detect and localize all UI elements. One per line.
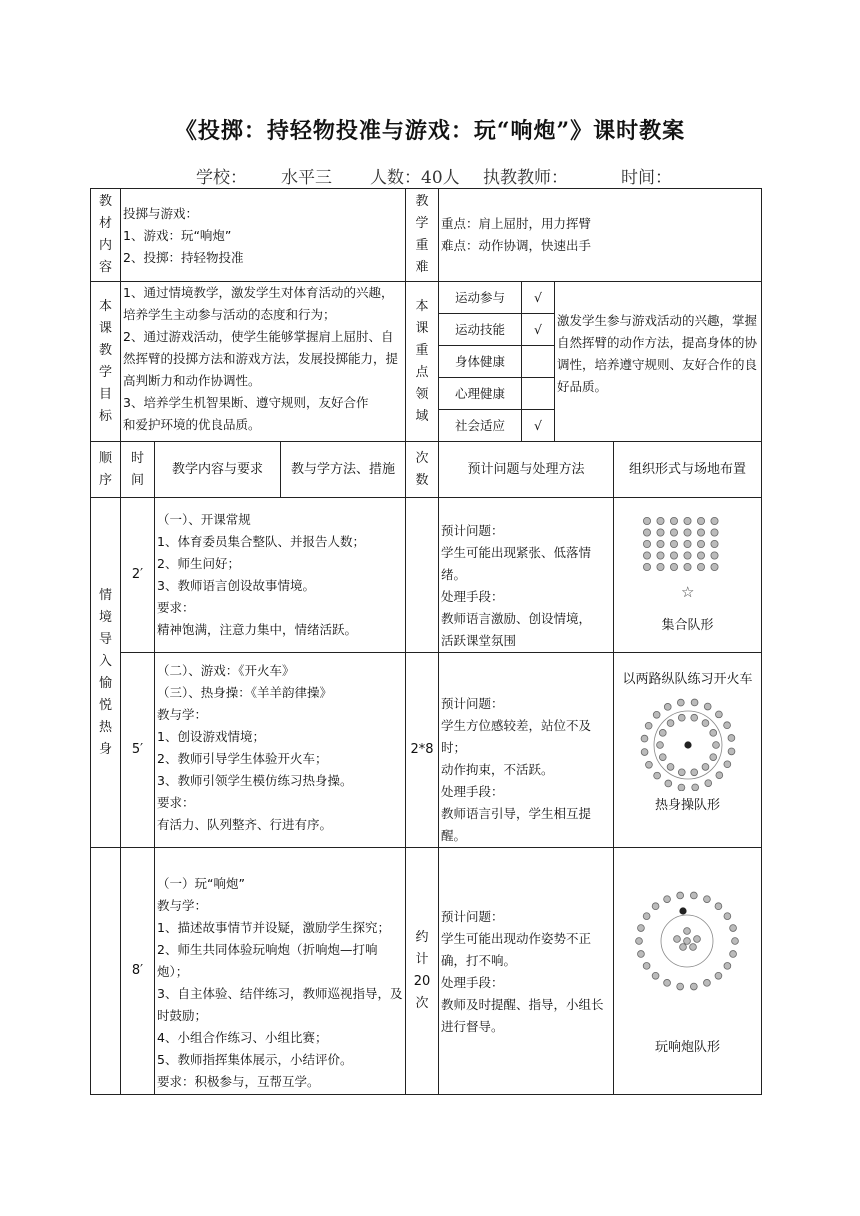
student-dot [683,540,690,547]
keypoints-content [439,189,762,282]
domain-check [522,378,555,410]
keypoints-label-char: 学 [415,216,429,231]
section-label-char: 身 [98,741,112,757]
student-dot [678,769,685,776]
goals-label-char: 目 [98,386,112,402]
domain-name: 运动技能 [439,314,522,346]
domain-name: 社会适应 [455,417,506,433]
student-dot [728,735,735,742]
keypoints-label-char: 难 [415,260,429,275]
student-dot [656,563,663,570]
section-label-char: 情 [98,587,112,603]
goals-label-char: 学 [98,364,112,380]
section-label-char: 导 [98,631,112,647]
block3-problem-line: 教师及时提醒、指导，小组长进行督导。 [441,997,604,1034]
keypoint-line: 难点：动作协调，快速出手 [441,238,592,253]
domains-label-char: 领 [415,386,429,402]
student-dot [679,944,686,951]
student-dot [641,735,648,742]
material-label-char: 教 [98,194,112,209]
warmup-formation-diagram [635,691,741,791]
level-text: 水平三 [281,168,332,188]
student-dot [683,938,690,945]
material-content [121,189,406,282]
block2-content-line: 1、创设游戏情境； [157,729,265,744]
block2-content-line: 有活力、队列整齐、行进有序。 [157,817,333,832]
student-dot [656,540,663,547]
block1-content-line: 要求： [157,600,195,615]
student-dot [728,748,735,755]
block3-content-line: 3、自主体验、结伴练习，教师巡视指导，及时鼓励； [157,986,403,1023]
student-dot [645,761,652,768]
student-dot [643,529,650,536]
student-dot [712,742,719,749]
header-time-char: 间 [130,472,144,488]
domains-description: 激发学生参与游戏活动的兴趣，掌握自然挥臂的动作方法，提高身体的协调性，培养遵守规则、友好合作的良好品质。 [555,282,762,442]
block2-content-line: （三）、热身操：《羊羊韵律操》 [157,685,333,700]
block3-content-line: （一）玩“响炮” [157,876,245,891]
student-dot [690,769,697,776]
student-dot [715,772,722,779]
block2-times: 2*8 [406,653,439,848]
student-dot [710,540,717,547]
block2-problem-line: 学生方位感较差，站位不及时； [441,718,592,755]
domain-check [522,346,555,378]
block3-problem-line: 学生可能出现动作姿势不正确，打不响。 [441,931,592,968]
student-dot [731,938,738,945]
student-dot [643,540,650,547]
student-dot [697,552,704,559]
student-dot [690,983,697,990]
block1-times [406,498,439,653]
block1-problem-line: 预计问题： [441,523,504,538]
header-problems: 预计问题与处理方法 [439,442,614,498]
block3-problem-line: 处理手段： [441,975,504,990]
keypoint-line: 重点：肩上屈肘，用力挥臂 [441,216,592,231]
block3-content-line: 4、小组合作练习、小组比赛； [157,1030,328,1045]
section-label-char: 境 [98,609,112,625]
section-label-char: 热 [98,719,112,735]
block2-content-line: 2、教师引导学生体验开火车； [157,751,328,766]
student-dot [635,938,642,945]
student-dot [667,720,674,727]
domains-label [406,282,439,442]
domains-label-char: 本 [415,298,429,314]
goal-line: 2、通过游戏活动，使学生能够掌握肩上屈肘、自然挥臂的投掷方法和游戏方法，发展投掷能力，提高判断力和动作协调性。 [123,329,399,388]
block3-content-line: 1、描述故事情节并设疑，激励学生探究； [157,920,390,935]
page-title: 《投掷：持轻物投准与游戏：玩“响炮”》课时教案 [174,118,686,144]
block1-problem-line: 学生可能出现紧张、低落情绪。 [441,545,592,582]
goals-label-char: 标 [98,408,112,424]
student-dot [656,517,663,524]
goals-content [121,282,406,442]
block1-problem-line: 处理手段： [441,589,504,604]
goal-line: 1、通过情境教学，激发学生对体育活动的兴趣，培养学生主动参与活动的态度和行为； [123,285,394,322]
student-dot [653,711,660,718]
student-dot [689,944,696,951]
student-dot [710,529,717,536]
goal-line: 3、培养学生机智果断、遵守规则，友好合作 [123,395,369,410]
student-dot [643,552,650,559]
block2-caption: 热身操队形 [655,798,721,813]
block2-problems [439,653,614,848]
material-label [91,189,121,282]
student-dot [664,703,671,710]
material-line: 1、游戏：玩“响炮” [123,228,232,243]
student-dot [697,540,704,547]
student-dot [678,714,685,721]
header-content: 教学内容与要求 [155,442,281,498]
block3-time: 8′ [121,848,155,1095]
block3-times [406,848,439,1095]
block2-caption-top: 以两路纵队练习开火车 [622,672,753,687]
goals-label-char: 教 [98,342,112,358]
student-dot [683,928,690,935]
block3-order [91,848,121,1095]
block3-content-line: 教与学： [157,898,208,913]
domains-label-char: 重 [415,342,429,358]
material-label-char: 容 [98,260,112,275]
student-dot [697,563,704,570]
student-dot [641,749,648,756]
header-time [121,442,155,498]
student-dot [729,925,736,932]
student-dot [729,951,736,958]
material-label-char: 内 [98,238,112,253]
goal-line: 和爱护环境的优良品质。 [123,417,261,432]
domain-check: √ [522,314,555,346]
student-dot [710,563,717,570]
header-time-char: 时 [130,450,144,466]
student-dot [653,772,660,779]
student-dot [697,517,704,524]
student-dot [709,754,716,761]
teacher-dot [679,907,686,914]
student-dot [637,925,644,932]
block3-times-char: 计 [415,952,429,967]
block2-content-line: 教与学： [157,707,208,722]
block1-figure [614,498,762,653]
block1-content-line: （一）、开课常规 [157,512,251,527]
student-dot [659,729,666,736]
block1-content [155,498,406,653]
student-dot [670,540,677,547]
student-dot [691,784,698,791]
student-dot [676,983,683,990]
domain-name: 运动参与 [439,282,522,314]
block3-problems [439,848,614,1095]
block2-problem-line: 动作拘束，不活跃。 [441,762,554,777]
student-dot [659,754,666,761]
school-label: 学校： [196,168,247,188]
header-times [406,442,439,498]
student-dot [710,517,717,524]
student-dot [710,552,717,559]
student-dot [678,784,685,791]
goals-label-char: 本 [98,298,112,314]
student-dot [704,703,711,710]
student-dot [683,552,690,559]
domain-check: √ [522,410,555,442]
student-dot [645,722,652,729]
student-dot [670,552,677,559]
student-dot [690,714,697,721]
student-dot [724,962,731,969]
student-dot [664,780,671,787]
header-order-char: 顺 [98,450,112,466]
student-dot [676,892,683,899]
block2-figure [614,653,762,848]
header-organization: 组织形式与场地布置 [614,442,762,498]
student-dot [656,742,663,749]
block2-content-line: 3、教师引领学生模仿练习热身操。 [157,773,353,788]
domains-label-char: 点 [415,364,429,380]
student-dot [715,903,722,910]
student-dot [656,529,663,536]
domains-label-char: 域 [415,408,429,424]
domain-name: 心理健康 [439,378,522,410]
section-label-char: 入 [98,653,112,669]
student-dot [691,699,698,706]
domain-name: 身体健康 [439,346,522,378]
student-dot [703,896,710,903]
student-dot [697,529,704,536]
lesson-plan-table [90,188,762,1095]
goals-label [91,282,121,442]
student-dot [652,903,659,910]
block1-problem-line: 教师语言激励、创设情境， [441,611,592,626]
student-dot [643,962,650,969]
section-label-char: 悦 [98,697,112,713]
section-label [91,498,121,848]
info-line [0,163,860,187]
student-dot [724,913,731,920]
goals-label-char: 课 [98,320,112,336]
block3-content-line: 2、师生共同体验玩响炮（折响炮—打响炮）； [157,942,378,979]
material-label-char: 材 [98,216,112,231]
domain-check: √ [522,282,555,314]
student-dot [667,763,674,770]
student-dot [670,529,677,536]
block2-content-line: （二）、游戏：《开火车》 [157,663,295,678]
student-dot [637,951,644,958]
student-count: 人数：40人 [370,168,460,188]
block3-content [155,848,406,1095]
teacher-dot [684,741,691,748]
student-dot [690,892,697,899]
block3-times-char: 次 [415,996,429,1011]
block1-content-line: 精神饱满，注意力集中，情绪活跃。 [157,622,358,637]
firecracker-formation-diagram [627,883,749,995]
block1-content-line: 2、师生问好； [157,556,240,571]
student-dot [683,517,690,524]
student-dot [723,761,730,768]
keypoints-label [406,189,439,282]
student-dot [643,517,650,524]
block3-times-char: 约 [415,930,429,945]
student-dot [683,563,690,570]
student-dot [702,763,709,770]
student-dot [670,563,677,570]
student-dot [702,720,709,727]
domain-row [439,314,554,346]
domains-label-char: 课 [415,320,429,336]
student-dot [693,936,700,943]
header-times-char: 次 [415,450,429,466]
teacher-star-icon: ☆ [680,583,694,601]
block1-time: 2′ [121,498,155,653]
block1-caption: 集合队形 [661,618,714,633]
block1-problems [439,498,614,653]
student-dot [704,780,711,787]
block1-content-line: 1、体育委员集合整队、并报告人数； [157,534,365,549]
block2-content [155,653,406,848]
student-dot [677,699,684,706]
material-line: 2、投掷：持轻物投准 [123,250,244,265]
student-dot [652,972,659,979]
header-method: 教与学方法、措施 [281,442,406,498]
student-dot [643,563,650,570]
block2-problem-line: 处理手段： [441,784,504,799]
assembly-formation-diagram [633,513,743,601]
time-label: 时间： [621,168,672,188]
student-dot [656,552,663,559]
domain-row [439,346,554,378]
header-times-char: 数 [415,472,429,488]
header-order-char: 序 [98,472,112,488]
domains-list [439,282,555,442]
student-dot [723,722,730,729]
student-dot [715,711,722,718]
student-dot [715,972,722,979]
teacher-label: 执教教师： [483,168,568,188]
block3-figure [614,848,762,1095]
domain-row [439,410,554,442]
domain-row [439,282,554,314]
student-dot [663,979,670,986]
block1-content-line: 3、教师语言创设故事情境。 [157,578,315,593]
block2-problem-line: 教师语言引导，学生相互提醒。 [441,806,592,843]
block2-content-line: 要求： [157,795,195,810]
student-dot [709,729,716,736]
student-dot [643,913,650,920]
block3-times-char: 20 [413,974,431,989]
block2-time: 5′ [121,653,155,848]
block3-problem-line: 预计问题： [441,909,504,924]
student-dot [663,896,670,903]
block1-problem-line: 活跃课堂氛围 [441,633,517,648]
block3-caption: 玩响炮队形 [655,1040,721,1055]
student-dot [673,936,680,943]
keypoints-label-char: 教 [415,194,429,209]
student-dot [683,529,690,536]
student-dot [670,517,677,524]
material-line: 投掷与游戏： [123,206,199,221]
student-dot [703,979,710,986]
header-order [91,442,121,498]
domain-row [439,378,554,410]
block3-content-line: 5、教师指挥集体展示，小结评价。 [157,1052,353,1067]
keypoints-label-char: 重 [415,238,429,253]
section-label-char: 愉 [98,675,112,691]
block2-problem-line: 预计问题： [441,696,504,711]
block3-content-line: 要求：积极参与，互帮互学。 [157,1074,320,1089]
